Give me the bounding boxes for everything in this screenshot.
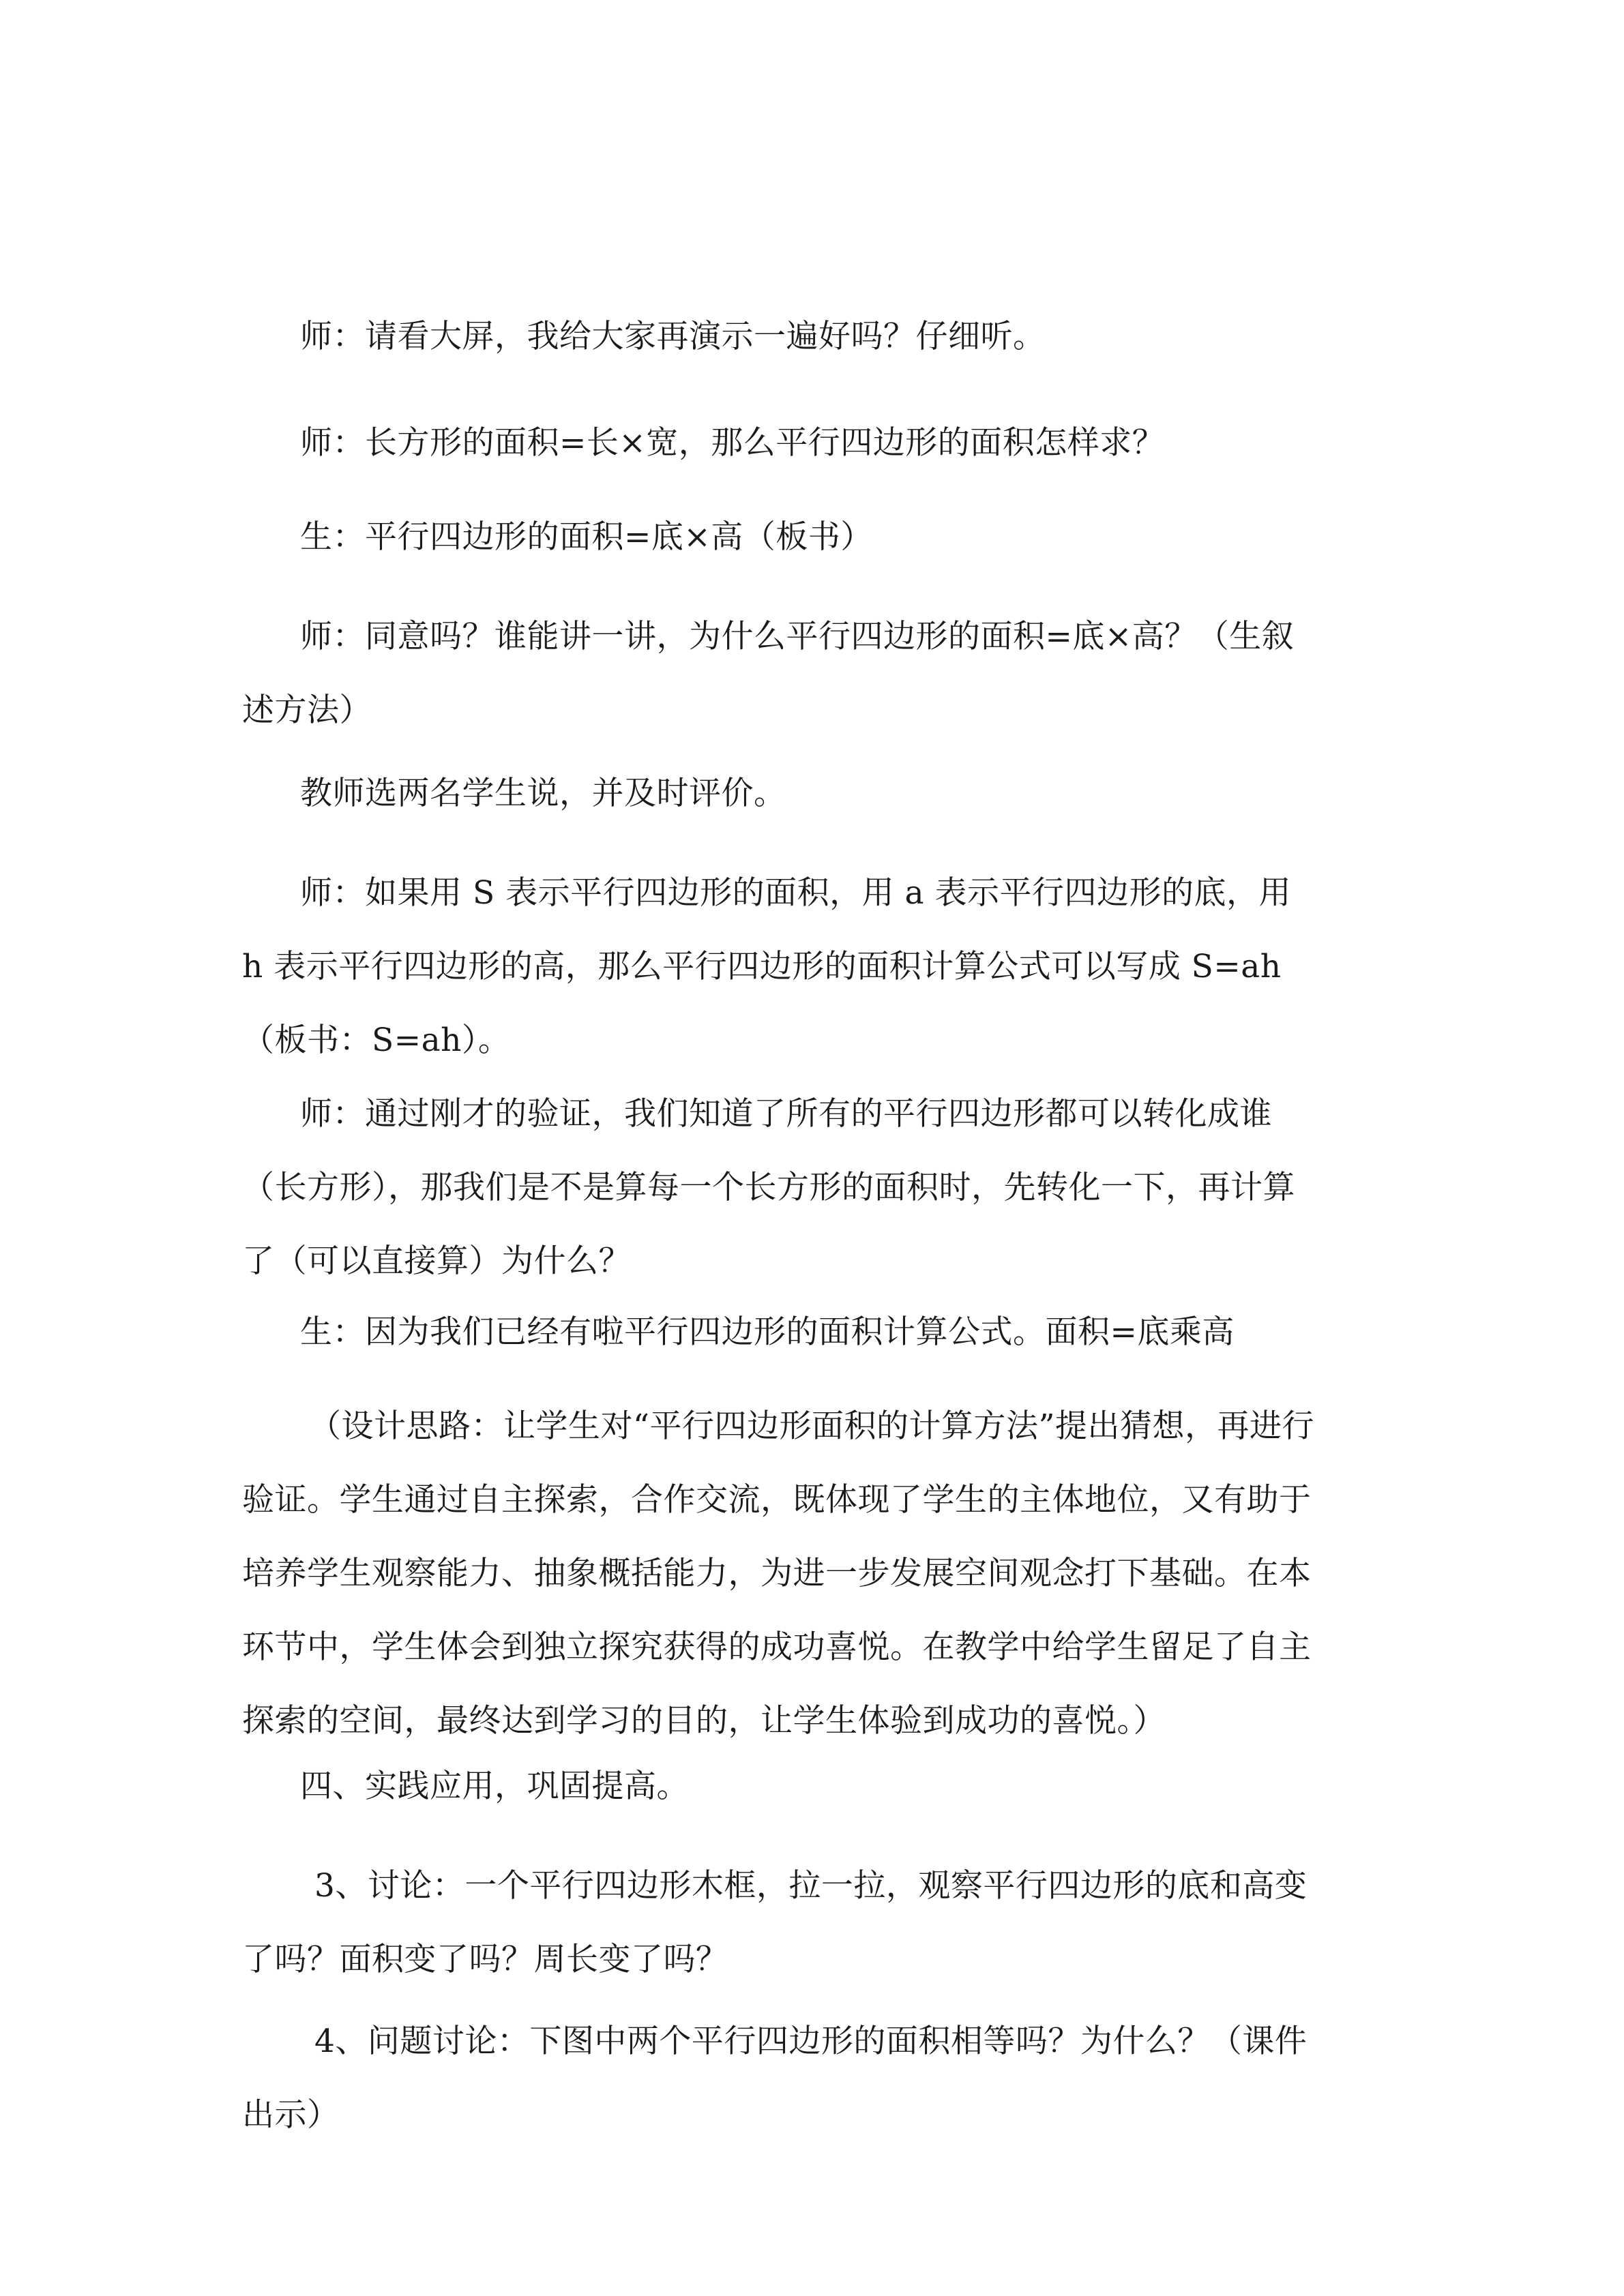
paragraph-12: 4、问题讨论：下图中两个平行四边形的面积相等吗？为什么？（课件出示） [242,2023,1308,2134]
paragraph-1: 师：请看大屏，我给大家再演示一遍好吗？仔细听。 [300,318,1046,355]
paragraph-5: 教师选两名学生说，并及时评价。 [300,775,786,812]
paragraph-10: 四、实践应用，巩固提高。 [300,1768,689,1805]
paragraph-11: 3、讨论：一个平行四边形木框，拉一拉，观察平行四边形的底和高变了吗？面积变了吗？周长变了吗？ [242,1867,1308,1978]
paragraph-9: （设计思路：让学生对“平行四边形面积的计算方法”提出猜想，再进行验证。学生通过自主探索，合作交流，既体现了学生的主体地位，又有助于培养学生观察能力、抽象概括能力，为进一步发展空间观念打下基础。在本环节中，学生体会到独立探究获得的成功喜悦。在教学中给学生留足了自主探索的空间，最终达到学习的目的，让学生体验到成功的喜悦。） [242,1407,1315,1740]
paragraph-7: 师：通过刚才的验证，我们知道了所有的平行四边形都可以转化成谁（长方形），那我们是不是算每一个长方形的面积时，先转化一下，再计算了（可以直接算）为什么？ [242,1095,1295,1280]
paragraph-6: 师：如果用 S 表示平行四边形的面积，用 a 表示平行四边形的底，用 h 表示平行四边形的高，那么平行四边形的面积计算公式可以写成 S=ah（板书：S=ah）。 [242,874,1291,1059]
paragraph-8: 生：因为我们已经有啦平行四边形的面积计算公式。面积=底乘高 [300,1313,1235,1351]
paragraph-2: 师：长方形的面积=长×宽，那么平行四边形的面积怎样求？ [300,424,1165,462]
paragraph-4: 师：同意吗？谁能讲一讲，为什么平行四边形的面积=底×高？（生叙述方法） [242,618,1295,729]
paragraph-3: 生：平行四边形的面积=底×高（板书） [300,518,873,556]
